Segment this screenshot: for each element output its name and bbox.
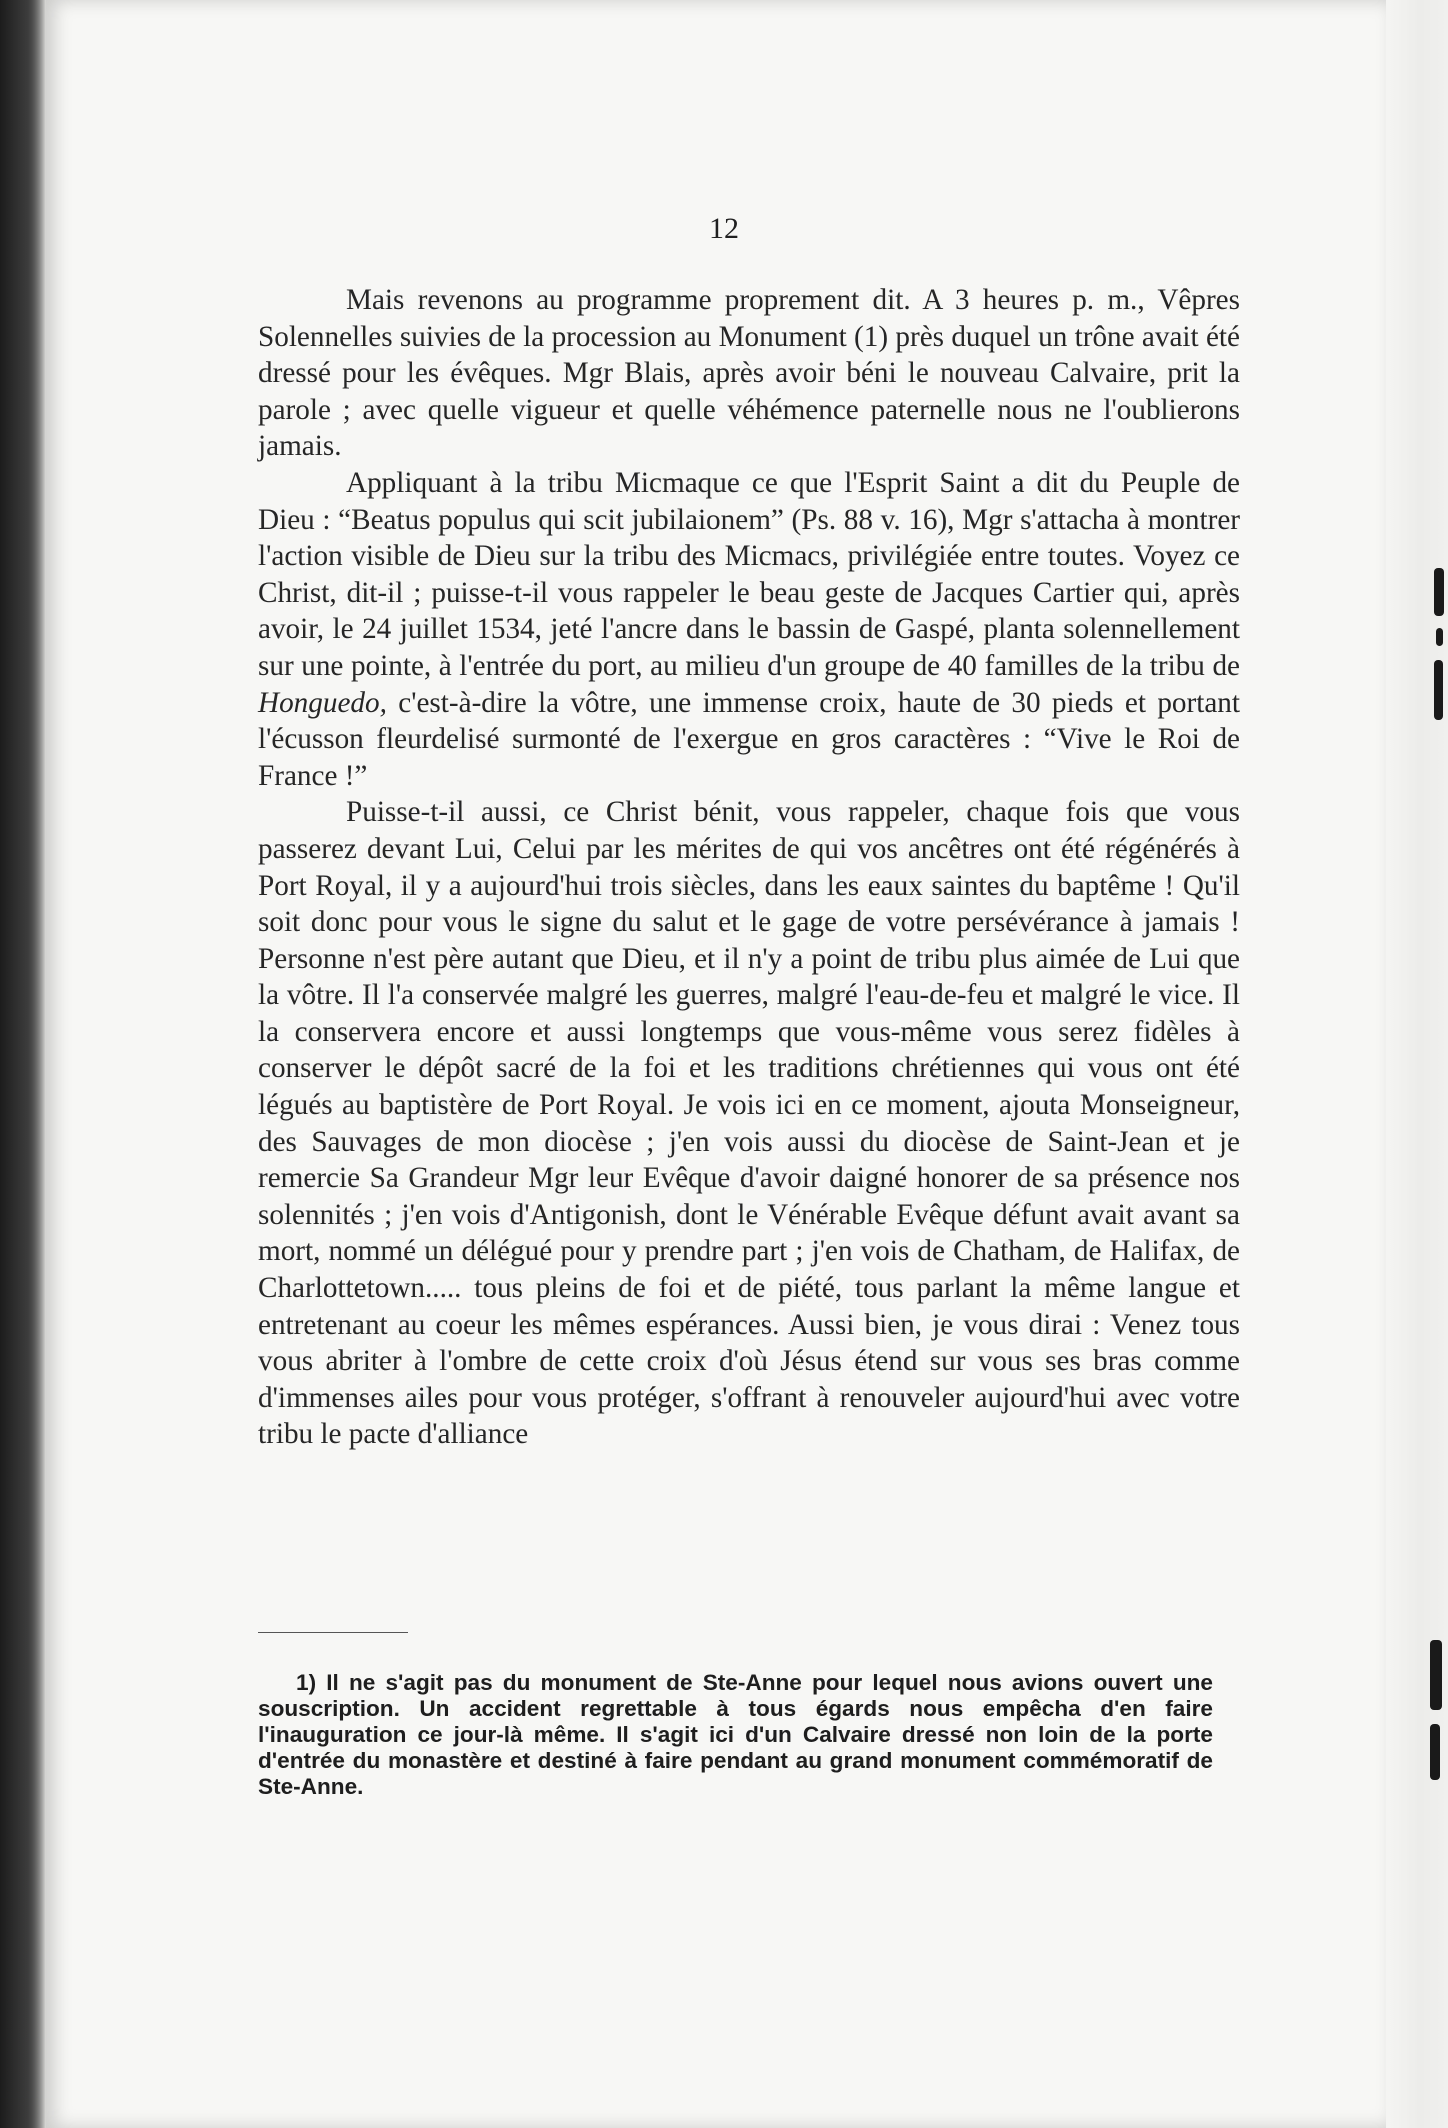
footnote-marker: 1) xyxy=(296,1670,317,1695)
footnote xyxy=(258,1670,1213,1800)
paragraph-2-text: Appliquant à la tribu Micmaque ce que l'Esprit Saint a dit du Peuple de Dieu : “Beatus populus qui scit jubilaionem” (Ps. 88 v. 16), Mgr s'attacha à montrer l'action visible de Dieu sur la tribu des Micmacs, privilégiée entre toutes. Voyez ce Christ, dit-il ; puisse-t-il vous rappeler le beau geste de Jacques Cartier qui, après avoir, le 24 juillet 1534, jeté l'ancre dans le bassin de Gaspé, planta solennellement sur une pointe, à l'entrée du port, au milieu d'un groupe de 40 familles de la tribu de xyxy=(258,466,1240,682)
edge-mark xyxy=(1430,1724,1440,1780)
paragraph-1: Mais revenons au programme proprement dit. A 3 heures p. m., Vêpres Solennelles suivies de la procession au Monument (1) près duquel un trône avait été dressé pour les évêques. Mgr Blais, après avoir béni le nouveau Calvaire, prit la parole ; avec quelle vigueur et quelle véhémence paternelle nous ne l'oublierons jamais. xyxy=(258,284,1240,463)
edge-mark xyxy=(1436,628,1443,646)
paragraph-2-tail: c'est-à-dire la vôtre, une immense croix, haute de 30 pieds et portant l'écusson fleurdelisé surmonté de l'exergue en gros caractères : “Vive le Roi de France !” xyxy=(258,686,1240,792)
footnote-divider xyxy=(258,1632,408,1633)
edge-mark xyxy=(1434,660,1443,720)
paragraph-2 xyxy=(258,465,1240,794)
edge-mark xyxy=(1434,568,1444,616)
body-text xyxy=(258,282,1240,1453)
place-name-italic: Honguedo, xyxy=(258,686,387,719)
footnote-text: Il ne s'agit pas du monument de Ste-Anne pour lequel nous avions ouvert une souscription. Un accident regrettable à tous égards nous empêcha d'en faire l'inauguration ce jour-là même. Il s'agit ici d'un Calvaire dressé non loin de la porte d'entrée du monastère et destiné à faire pendant au grand monument commémoratif de Ste-Anne. xyxy=(258,1670,1214,1799)
paragraph-3: Puisse-t-il aussi, ce Christ bénit, vous rappeler, chaque fois que vous passerez devant Lui, Celui par les mérites de qui vos ancêtres ont été régénérés à Port Royal, il y a aujourd'hui trois siècles, dans les eaux saintes du baptême ! Qu'il soit donc pour vous le signe du salut et le gage de votre persévérance à jamais ! Personne n'est père autant que Dieu, et il n'y a point de tribu plus aimée de Lui que la vôtre. Il l'a conservée malgré les guerres, malgré l'eau-de-feu et malgré le vice. Il la conservera encore et aussi longtemps que vous-même vous serez fidèles à conserver le dépôt sacré de la foi et les traditions chrétiennes qui vous ont été légués au baptistère de Port Royal. Je vois ici en ce moment, ajouta Monseigneur, des Sauvages de mon diocèse ; j'en vois aussi du diocèse de Saint-Jean et je remercie Sa Grandeur Mgr leur Evêque d'avoir daigné honorer de sa présence nos solennités ; j'en vois d'Antigonish, dont le Vénérable Evêque défunt avait avant sa mort, nommé un délégué pour y prendre part ; j'en vois de Chatham, de Halifax, de Charlottetown..... tous pleins de foi et de piété, tous parlant la même langue et entretenant au coeur les mêmes espérances. Aussi bien, je vous dirai : Venez tous vous abriter à l'ombre de cette croix d'où Jésus étend sur vous ses bras comme d'immenses ailes pour vous protéger, s'offrant à renouveler aujourd'hui avec votre tribu le pacte d'alliance xyxy=(258,796,1240,1451)
edge-mark xyxy=(1430,1640,1442,1710)
binding-shadow xyxy=(0,0,46,2128)
page-number: 12 xyxy=(709,212,739,245)
